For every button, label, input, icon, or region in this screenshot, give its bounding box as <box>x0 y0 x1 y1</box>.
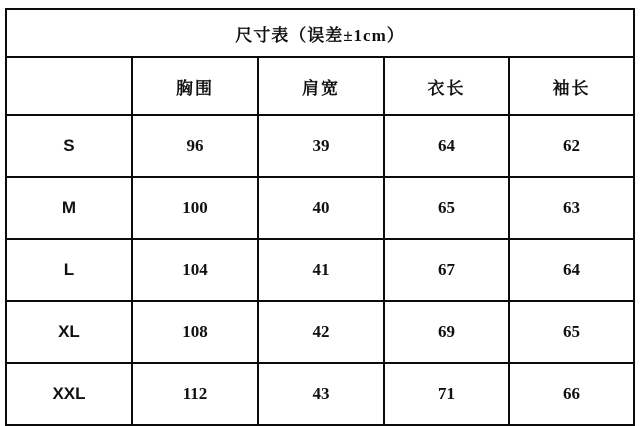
row-size-label: L <box>6 239 132 301</box>
row-size-label: XXL <box>6 363 132 425</box>
cell-chest: 108 <box>132 301 258 363</box>
table-header-row <box>6 57 634 115</box>
table-corner-cell <box>6 57 132 115</box>
page-title: 尺寸表（误差±1cm） <box>6 9 634 57</box>
table-row <box>6 177 634 239</box>
cell-sleeve: 66 <box>509 363 634 425</box>
cell-sleeve: 62 <box>509 115 634 177</box>
cell-length: 67 <box>384 239 509 301</box>
cell-chest: 96 <box>132 115 258 177</box>
row-size-label: XL <box>6 301 132 363</box>
cell-chest: 104 <box>132 239 258 301</box>
cell-shoulder: 39 <box>258 115 384 177</box>
cell-length: 64 <box>384 115 509 177</box>
cell-length: 65 <box>384 177 509 239</box>
column-header-sleeve: 袖长 <box>509 57 634 115</box>
size-chart-document <box>0 8 640 415</box>
table-row <box>6 301 634 363</box>
cell-chest: 112 <box>132 363 258 425</box>
cell-chest: 100 <box>132 177 258 239</box>
cell-shoulder: 43 <box>258 363 384 425</box>
table-row <box>6 239 634 301</box>
cell-shoulder: 41 <box>258 239 384 301</box>
size-table <box>5 8 635 426</box>
table-row <box>6 363 634 425</box>
cell-shoulder: 40 <box>258 177 384 239</box>
cell-sleeve: 64 <box>509 239 634 301</box>
cell-sleeve: 63 <box>509 177 634 239</box>
cell-sleeve: 65 <box>509 301 634 363</box>
row-size-label: S <box>6 115 132 177</box>
table-title-row <box>6 9 634 57</box>
column-header-length: 衣长 <box>384 57 509 115</box>
row-size-label: M <box>6 177 132 239</box>
table-row <box>6 115 634 177</box>
cell-length: 71 <box>384 363 509 425</box>
cell-length: 69 <box>384 301 509 363</box>
column-header-chest: 胸围 <box>132 57 258 115</box>
column-header-shoulder: 肩宽 <box>258 57 384 115</box>
cell-shoulder: 42 <box>258 301 384 363</box>
